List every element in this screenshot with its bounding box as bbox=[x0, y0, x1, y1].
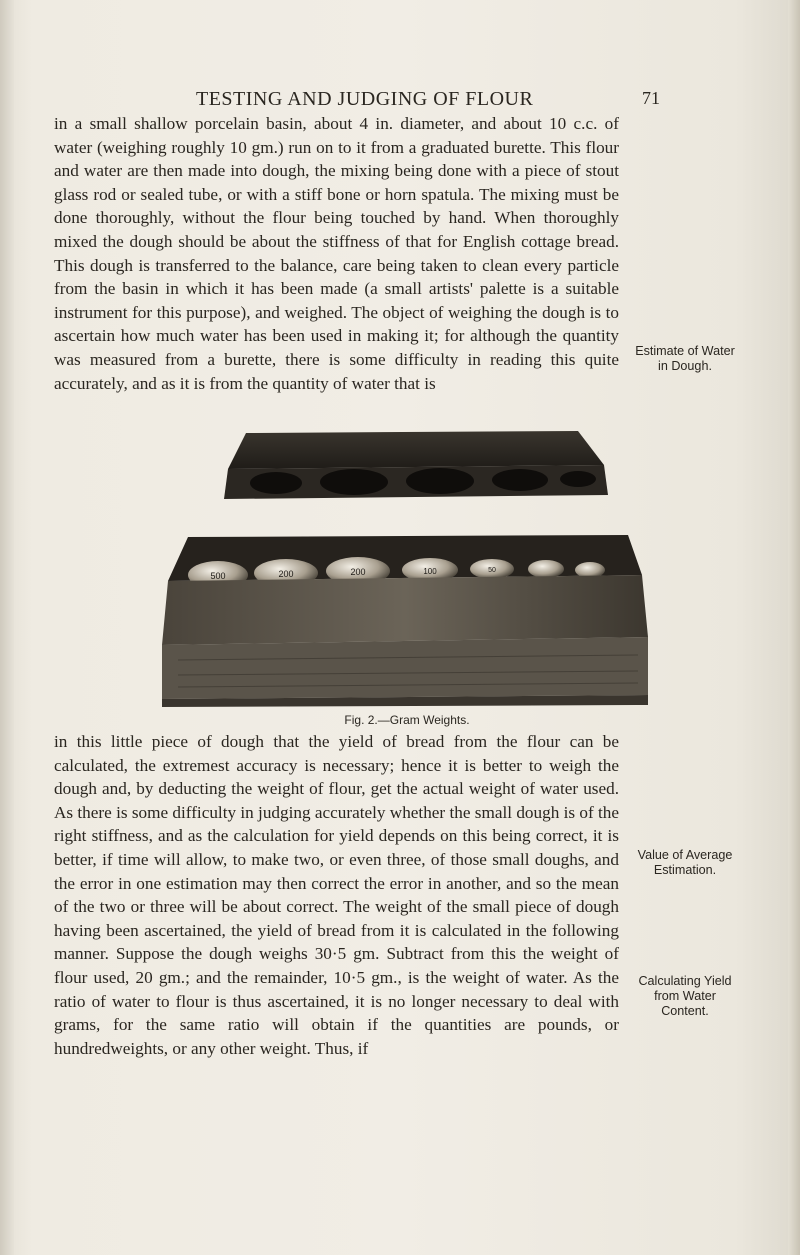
weight-label-100: 100 bbox=[423, 567, 437, 576]
weight-label-200-a: 200 bbox=[278, 569, 294, 579]
figure-gram-weights bbox=[158, 425, 656, 727]
page-gutter-left bbox=[0, 0, 14, 1255]
running-title: TESTING AND JUDGING OF FLOUR bbox=[196, 88, 534, 110]
page-number: 71 bbox=[642, 88, 660, 108]
weight-label-500: 500 bbox=[210, 571, 226, 581]
weight-label-50: 50 bbox=[488, 567, 496, 574]
paragraph-1 bbox=[54, 112, 741, 395]
sidenote-value-average: Value of Average Estimation. bbox=[637, 848, 733, 877]
sidenote-estimate-water: Estimate of Water in Dough. bbox=[635, 344, 735, 373]
paragraph-1-text: in a small shallow porcelain basin, about 4 in. diameter, and about 10 c.c. of water (weighing roughly 10 gm.) run on to it from a graduated burette. This flour and water are then made into dough, the mixing being done with a piece of stout glass rod or sealed tube, or with a stiff bone or horn spatula. The mixing must be done thoroughly, without the flour being touched by hand. When thoroughly mixed the dough should be about the stiffness of that for English cottage bread. This dough is transferred to the balance, care being taken to clean every particle from the basin in which it has been made (a small artists' palette is a suitable instrument for this purpose), and weighed. The object of weighing the dough is to ascertain how much water has been used in making it; for although the quantity was measured from a burette, there is some difficulty in reading this quite accurately, and as it is from the quantity of water that is bbox=[54, 114, 619, 393]
sidenote-calculating-yield: Calculating Yield from Water Content. bbox=[638, 974, 732, 1018]
box-front bbox=[162, 575, 648, 645]
paragraph-2-text: in this little piece of dough that the yield of bread from the flour can be calculated, the extremest accuracy is necessary; hence it is better to weigh the dough and, by deducting the weight of flour, get the actual weight of water used. As there is some difficulty in judging accurately whether the small dough is of the right stiffness, and as the calculation for yield depends on this being correct, it is better, if time will allow, to make two, or even three, of those small doughs, and the error in one estimation may then correct the error in another, and so the mean of the two or three will be about correct. The weight of the small piece of dough having been ascertained, the yield of bread from it is calculated in the following manner. Suppose the dough weighs 30·5 gm. Subtract from this the weight of flour used, 20 gm.; and the remainder, 10·5 gm., is the weight of water. As the ratio of water to flour is thus ascertained, it is no longer necessary to deal with grams, for the same ratio will obtain if the quantities are pounds, or hundredweights, or any other weight. Thus, if bbox=[54, 732, 619, 1058]
figure-caption: Fig. 2.—Gram Weights. bbox=[344, 713, 470, 727]
page-header bbox=[120, 88, 660, 112]
box-lid bbox=[228, 431, 604, 469]
weight-label-200-b: 200 bbox=[350, 567, 366, 577]
box-base bbox=[162, 637, 648, 699]
gram-weights-illustration bbox=[158, 425, 656, 707]
page-edge-right bbox=[788, 0, 800, 1255]
paragraph-2 bbox=[54, 730, 741, 1060]
